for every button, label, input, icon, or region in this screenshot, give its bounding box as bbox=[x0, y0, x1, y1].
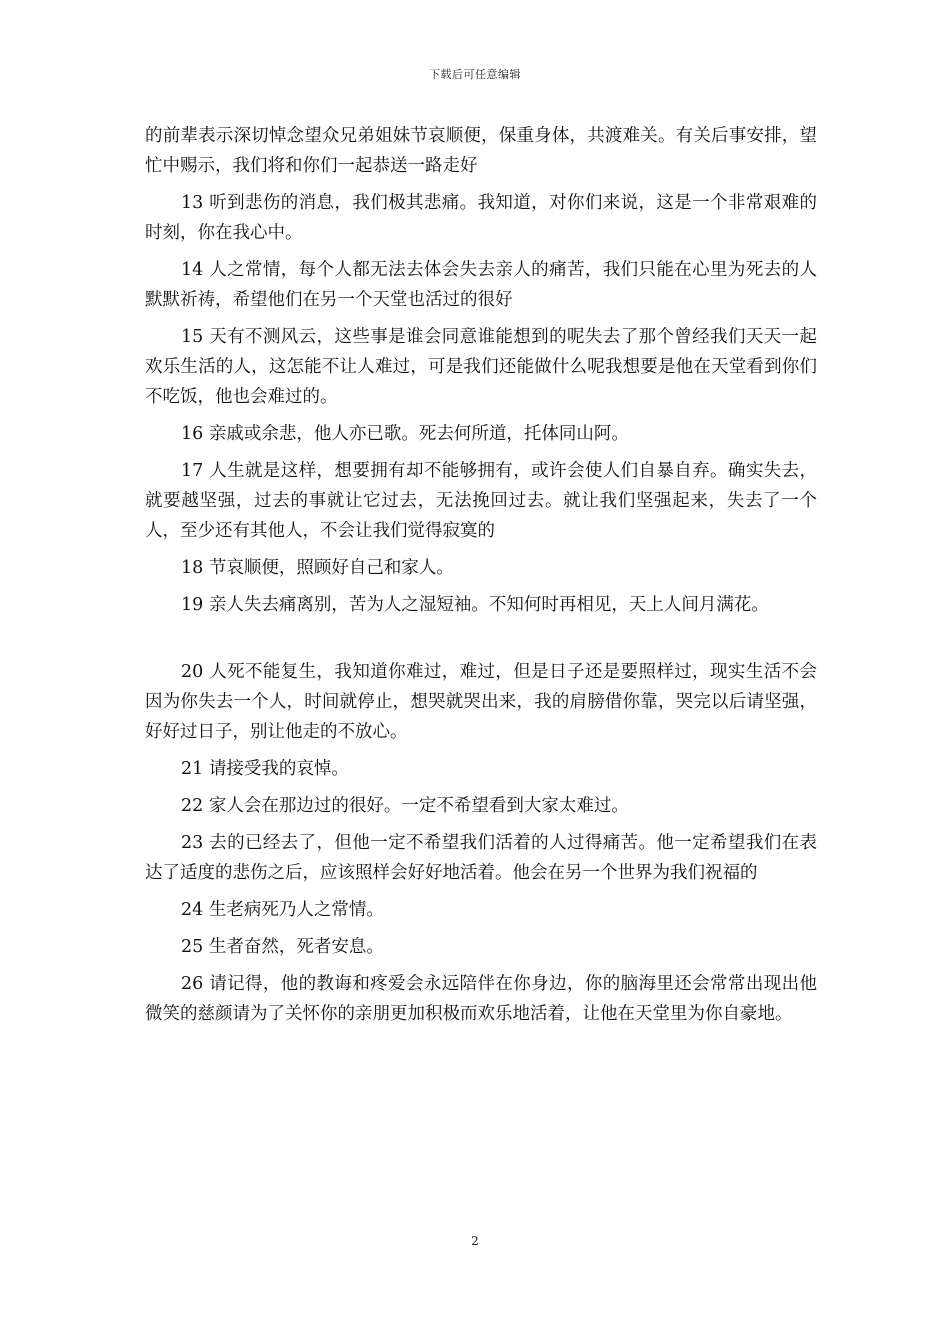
paragraph-25: 25 生者奋然，死者安息。 bbox=[181, 937, 384, 957]
page-header: 下载后可任意编辑 bbox=[429, 68, 521, 81]
paragraph-18: 18 节哀顺便，照顾好自己和家人。 bbox=[181, 558, 454, 578]
paragraph-20: 20 人死不能复生，我知道你难过，难过，但是日子还是要照样过，现实生活不会因为你失去一个人，时间就停止，想哭就哭出来，我的肩膀借你靠，哭完以后请坚强，好好过日子，别让他走的不放心。 bbox=[145, 662, 817, 742]
paragraph-21: 21 请接受我的哀悼。 bbox=[181, 759, 349, 779]
document-body bbox=[145, 121, 817, 1036]
paragraph-16: 16 亲戚或余悲，他人亦已歌。死去何所道，托体同山阿。 bbox=[181, 424, 629, 444]
paragraph-14: 14 人之常情，每个人都无法去体会失去亲人的痛苦，我们只能在心里为死去的人默默祈祷，希望他们在另一个天堂也活过的很好 bbox=[145, 260, 817, 310]
paragraph-continuation: 的前辈表示深切悼念望众兄弟姐妹节哀顺便，保重身体，共渡难关。有关后事安排，望忙中赐示，我们将和你们一起恭送一路走好 bbox=[145, 126, 817, 176]
paragraph-23: 23 去的已经去了，但他一定不希望我们活着的人过得痛苦。他一定希望我们在表达了适度的悲伤之后，应该照样会好好地活着。他会在另一个世界为我们祝福的 bbox=[145, 833, 817, 883]
paragraph-22: 22 家人会在那边过的很好。一定不希望看到大家太难过。 bbox=[181, 796, 629, 816]
paragraph-24: 24 生老病死乃人之常情。 bbox=[181, 900, 384, 920]
paragraph-15: 15 天有不测风云，这些事是谁会同意谁能想到的呢失去了那个曾经我们天天一起欢乐生活的人，这怎能不让人难过，可是我们还能做什么呢我想要是他在天堂看到你们不吃饭，他也会难过的。 bbox=[145, 327, 817, 407]
paragraph-17: 17 人生就是这样，想要拥有却不能够拥有，或许会使人们自暴自弃。确实失去，就要越坚强，过去的事就让它过去，无法挽回过去。就让我们坚强起来，失去了一个人，至少还有其他人，不会让我们觉得寂寞的 bbox=[145, 461, 817, 541]
blank-line bbox=[145, 627, 817, 657]
paragraph-19: 19 亲人失去痛离别，苦为人之湿短袖。不知何时再相见，天上人间月满花。 bbox=[181, 595, 769, 615]
paragraph-26: 26 请记得，他的教诲和疼爱会永远陪伴在你身边，你的脑海里还会常常出现出他微笑的慈颜请为了关怀你的亲朋更加积极而欢乐地活着，让他在天堂里为你自豪地。 bbox=[145, 974, 817, 1024]
page-number: 2 bbox=[471, 1234, 479, 1248]
paragraph-13: 13 听到悲伤的消息，我们极其悲痛。我知道，对你们来说，这是一个非常艰难的时刻，你在我心中。 bbox=[145, 193, 817, 243]
